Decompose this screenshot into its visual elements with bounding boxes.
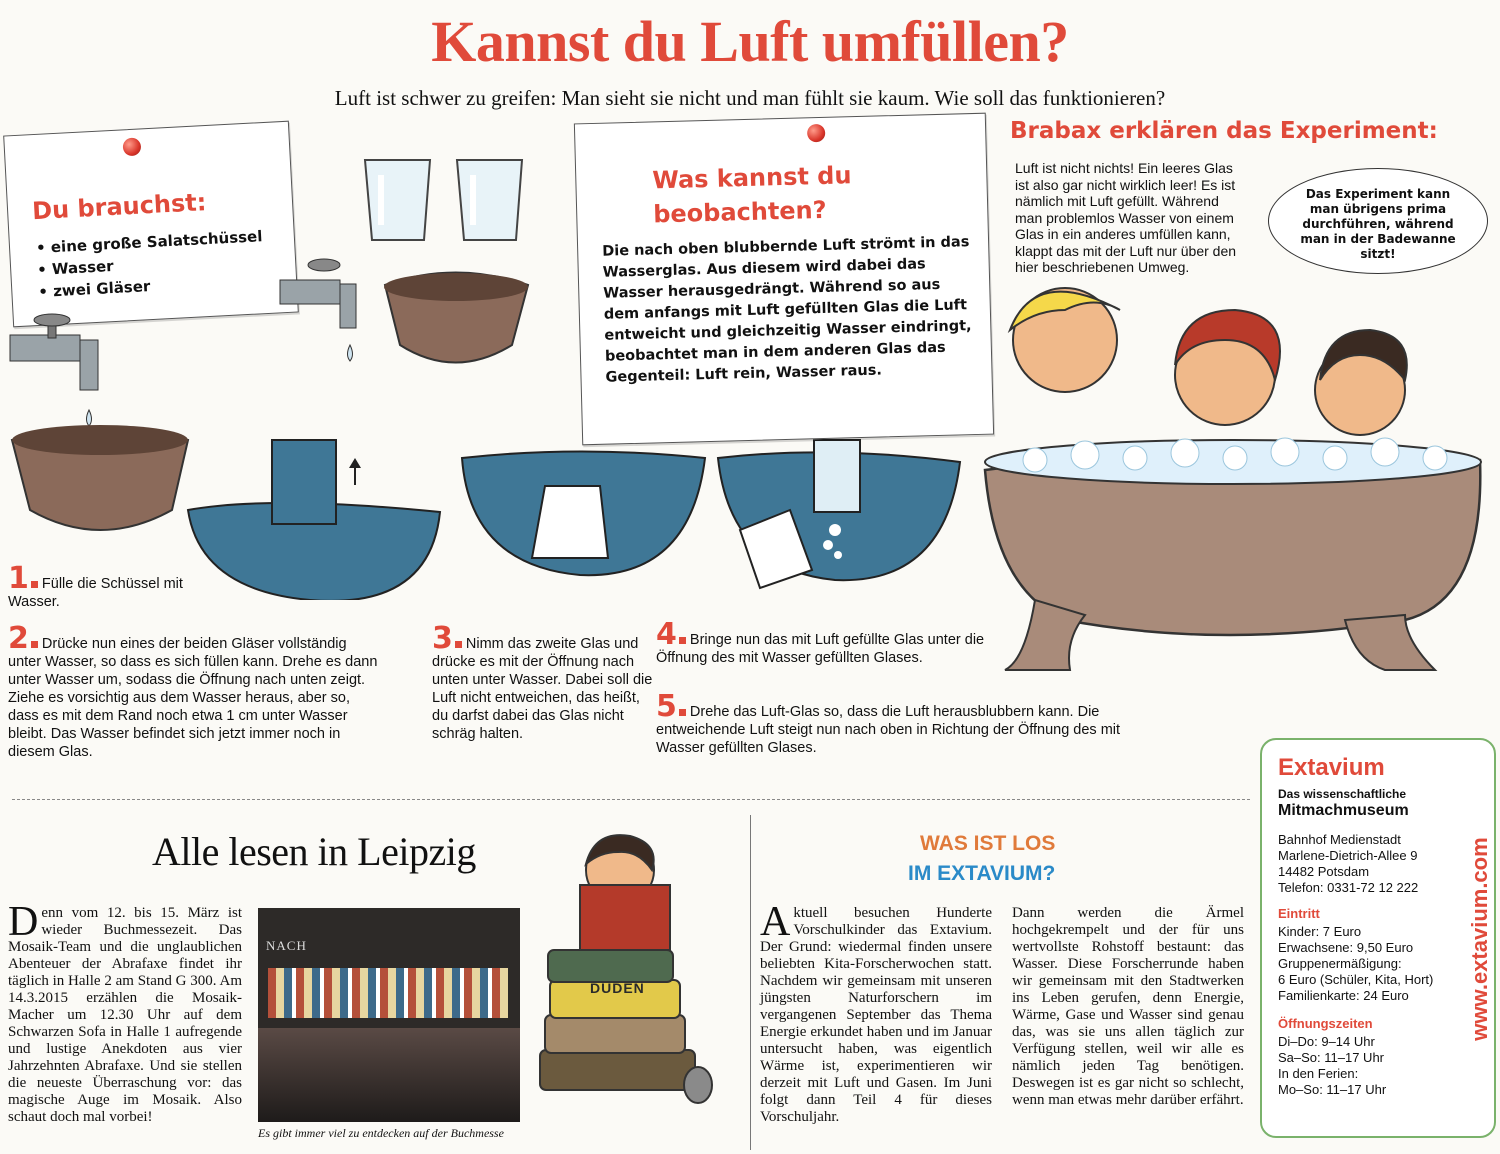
step-number: 1 xyxy=(8,561,38,596)
photo-crowd xyxy=(258,1028,520,1122)
speech-bubble xyxy=(1268,168,1488,274)
photo-caption: Es gibt immer viel zu entdecken auf der Buchmesse xyxy=(258,1126,504,1140)
step-text: Nimm das zweite Glas und drücke es mit der Öffnung nach unten unter Wasser. Dabei soll die Luft nicht entweichen, das heißt, du darfst dabei das Glas nicht schräg halten. xyxy=(432,636,653,742)
page-title: Kannst du Luft umfüllen? xyxy=(431,9,1069,74)
price-line: Kinder: 7 Euro xyxy=(1278,924,1362,939)
hours-line: In den Ferien: xyxy=(1278,1066,1359,1081)
step-text: Bringe nun das mit Luft gefüllte Glas unter die Öffnung des mit Wasser gefüllten Glases. xyxy=(656,632,985,666)
materials-item: • zwei Gläser xyxy=(37,277,151,301)
news-column-2: Dann werden die Ärmel hochgekrempelt und der für uns wertvollste Rohstoff bestaunt: das Wasser. Diese Forscherrunde haben wir gemeinsam mit den Stadtwerken ins Leben gerufen, denn Energie, Wärme, Gase und Wasser sind genau das, was sie uns allen täglich zur Verfügung stellen, weil wir alle es nämlich jeden Tag benötigen. Deswegen ist es gar nicht so schlecht, wenn man etwas mehr darüber erfährt. xyxy=(1012,905,1244,1108)
step-number: 2 xyxy=(8,621,38,656)
step-4 xyxy=(656,617,1001,667)
bowl-icon xyxy=(384,273,528,363)
entry-title: Eintritt xyxy=(1278,906,1320,921)
hours-line: Sa–So: 11–17 Uhr xyxy=(1278,1050,1384,1065)
phone-line: Telefon: 0331-72 12 222 xyxy=(1278,880,1419,895)
brabax-text: Luft ist nicht nichts! Ein leeres Glas ist also gar nicht wirklich leer! Es ist nämlich mit Luft gefüllt. Während man problemlos Wasser von einem Glas in ein anderes umfüllen kann, klappt das mit der Luft nur über den hier beschriebenen Umweg. xyxy=(1015,160,1237,275)
hours-title: Öffnungszeiten xyxy=(1278,1016,1373,1031)
materials-item: • eine große Salatschüssel xyxy=(35,227,263,258)
buchmesse-photo xyxy=(258,908,520,1122)
address-line: Bahnhof Medienstadt xyxy=(1278,832,1401,847)
step-number: 3 xyxy=(432,621,462,656)
address-line: Marlene-Dietrich-Allee 9 xyxy=(1278,848,1418,863)
observe-text: Die nach oben blubbernde Luft strömt in das Wasserglas. Aus diesem wird dabei das Wasser herausgedrängt. Während so aus dem anfangs mit Luft gefüllten Glas die Luft entweicht und gleichzeitig Wasser eindringt, beobachtet man in dem anderen Glas das Gegenteil: Luft rein, Wasser raus. xyxy=(602,234,972,386)
extavium-name: Extavium xyxy=(1278,754,1385,781)
price-line: Gruppenermäßigung: xyxy=(1278,956,1402,971)
speech-bubble-text: Das Experiment kann man übrigens prima durchführen, während man in der Badewanne sitzt! xyxy=(1300,187,1456,261)
extavium-info-box xyxy=(1260,738,1496,1138)
pin-icon xyxy=(807,124,825,142)
faucet-icon xyxy=(10,314,98,426)
extavium-tagline: Das wissenschaftliche xyxy=(1278,787,1407,801)
extavium-tagline: Mitmachmuseum xyxy=(1278,802,1409,819)
leipzig-title: Alle lesen in Leipzig xyxy=(152,829,476,874)
water-bowl-step3 xyxy=(462,452,705,576)
step-3 xyxy=(432,621,654,743)
price-line: Erwachsene: 9,50 Euro xyxy=(1278,940,1414,955)
price-line: 6 Euro (Schüler, Kita, Hort) xyxy=(1278,972,1434,987)
step-text: Drücke nun eines der beiden Gläser vollständig unter Wasser, so dass es sich füllen kann. Drehe es dann unter Wasser um, sodass die Öffnung nach unten zeigt. Ziehe es vorsichtig aus dem Wasser heraus, aber so, dass es mit dem Rand noch etwa 1 cm unter Wasser bleibt. Das Wasser befindet sich jetzt immer noch in diesem Glas. xyxy=(8,636,378,760)
step-number: 4 xyxy=(656,617,686,652)
step-number: 5 xyxy=(656,689,686,724)
materials-title: Du brauchst: xyxy=(31,188,207,226)
extavium-website[interactable]: www.extavium.com xyxy=(1467,837,1492,1041)
water-bowl-step45 xyxy=(718,440,960,588)
news-title: WAS IST LOS xyxy=(920,832,1056,855)
step-1 xyxy=(8,561,188,611)
bowl-icon xyxy=(12,425,188,530)
photo-sign: NACH xyxy=(266,938,307,953)
book-label: DUDEN xyxy=(590,980,645,996)
hours-line: Di–Do: 9–14 Uhr xyxy=(1278,1034,1375,1049)
bathtub-illustration xyxy=(975,270,1495,690)
faucet-icon xyxy=(280,259,356,361)
observe-note xyxy=(574,113,994,446)
photo-shelves xyxy=(268,968,508,1018)
address-line: 14482 Potsdam xyxy=(1278,864,1370,879)
section-divider xyxy=(12,799,1250,800)
materials-item: • Wasser xyxy=(36,257,114,280)
news-column-1: Aktuell besuchen Hunderte Vorschulkinder das Extavium. Der Grund: wiedermal finden unsere beliebten Kita-Forscherwochen statt. Nachdem wir gemeinsam mit unseren jüngsten Naturforschern im vergangenen September das Thema Energie erkundet haben und im Januar untersucht haben, was eigentlich Wärme ist, experimentieren wir derzeit mit Luft und Gasen. Im Juni folgt dann Teil 4 für dieses Vorschuljahr. xyxy=(760,899,992,1125)
observe-title: Was kannst du xyxy=(652,161,852,195)
news-title: IM EXTAVIUM? xyxy=(908,862,1056,885)
step-2 xyxy=(8,621,383,761)
water-bowl-step2 xyxy=(188,440,440,600)
observe-title: beobachten? xyxy=(652,195,827,229)
step-text: Fülle die Schüssel mit Wasser. xyxy=(8,576,183,610)
step-text: Drehe das Luft-Glas so, dass die Luft herausblubbern kann. Die entweichende Luft steigt nun nach oben in Richtung der Öffnung des mit Wasser gefüllten Glases. xyxy=(656,704,1121,756)
page-subtitle: Luft ist schwer zu greifen: Man sieht sie nicht und man fühlt sie kaum. Wie soll das funktionieren? xyxy=(334,86,1166,110)
hours-line: Mo–So: 11–17 Uhr xyxy=(1278,1082,1387,1097)
column-divider xyxy=(750,815,751,1150)
leipzig-text: Denn vom 12. bis 15. März ist wieder Buchmessezeit. Das Mosaik-Team und die unglaublichen Abenteuer der Abrafaxe findet ihr täglich in Halle 2 am Stand G 300. Am 14.3.2015 erzählen die Mosaik-Macher um 12.30 Uhr auf dem Schwarzen Sofa in Halle 1 aufregende und lustige Anekdoten aus vier Jahrzehnten Abrafaxe. Und sie stellen die neueste Überraschung vor: das magische Auge im Mosaik. Also schaut doch mal vorbei! xyxy=(8,899,242,1125)
price-line: Familienkarte: 24 Euro xyxy=(1278,988,1409,1003)
step-5 xyxy=(656,689,1156,757)
glass-icon xyxy=(365,160,430,240)
glass-icon xyxy=(457,160,522,240)
brabax-title: Brabax erklären das Experiment: xyxy=(1010,118,1438,144)
